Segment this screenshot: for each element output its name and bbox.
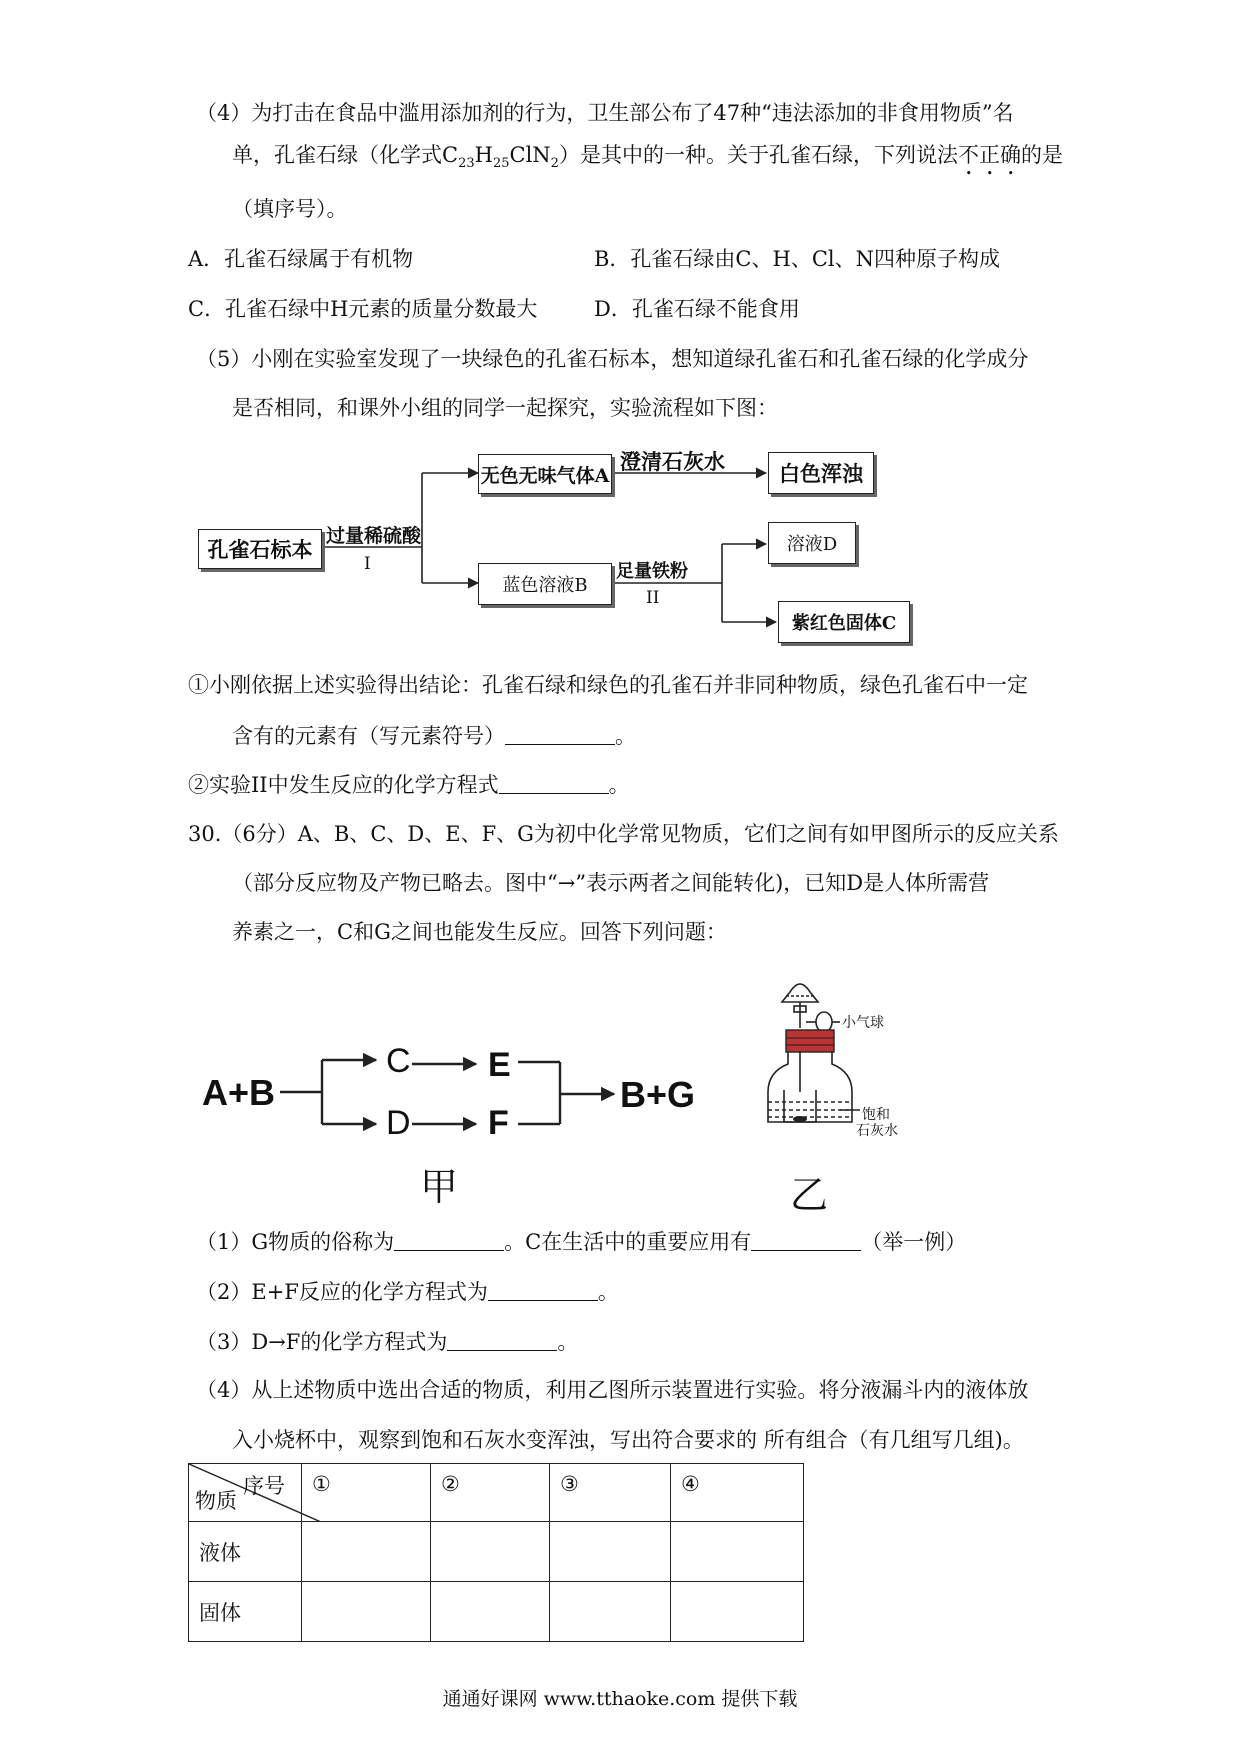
- formula-sub-n: 2: [550, 156, 559, 172]
- table-cell-solid-1[interactable]: [302, 1582, 431, 1642]
- flow-label-step1: I: [364, 554, 371, 574]
- table-cell-liquid-1[interactable]: [302, 1522, 431, 1582]
- table-cell-liquid-2[interactable]: [431, 1522, 550, 1582]
- table-corner-top: 序号: [243, 1474, 285, 1498]
- table-cell-liquid-4[interactable]: [671, 1522, 804, 1582]
- q30-sub2-period: 。: [597, 1280, 619, 1304]
- label-limewater-2: 石灰水: [856, 1123, 898, 1139]
- table-corner-bottom: 物质: [195, 1489, 237, 1513]
- answer-table: [188, 1463, 804, 1642]
- q5-line2: 是否相同，和课外小组的同学一起探究，实验流程如下图：: [232, 396, 778, 420]
- q30-sub3: [196, 1329, 578, 1355]
- diagram-node-e: E: [488, 1046, 511, 1084]
- diagram-label-jia: 甲: [420, 1165, 459, 1209]
- formula-h: H: [474, 143, 493, 167]
- q30-sub1-b: 。C在生活中的重要应用有: [504, 1230, 752, 1254]
- q4-line2-post: ）是其中的一种。关于孔雀石绿，下列说法: [558, 143, 958, 167]
- q30-sub4-line1: （4）从上述物质中选出合适的物质，利用乙图所示装置进行实验。将分液漏斗内的液体放: [196, 1378, 1029, 1402]
- flow-label-limewater: 澄清石灰水: [620, 449, 725, 474]
- table-corner: [189, 1464, 302, 1522]
- diagram-node-bg: B+G: [620, 1074, 696, 1115]
- table-header-2: ②: [431, 1464, 550, 1522]
- flow-box-gas-a: 无色无味气体A: [478, 454, 612, 494]
- q5-sub2-period: 。: [608, 773, 630, 797]
- flow-label-step2: II: [646, 588, 660, 608]
- diagram-node-c: C: [386, 1042, 411, 1080]
- q5-sub1-text: 含有的元素有（写元素符号）: [232, 724, 505, 748]
- apparatus-yi: [760, 972, 920, 1142]
- q30-sub2-text: （2）E+F反应的化学方程式为: [196, 1280, 488, 1304]
- q4-option-c: C．孔雀石绿中H元素的质量分数最大: [188, 297, 538, 321]
- q30-sub1-c: （举一例）: [861, 1230, 967, 1254]
- q30-sub2: [196, 1279, 619, 1305]
- q5-sub2-text: ②实验II中发生反应的化学方程式: [188, 773, 499, 797]
- answer-blank-c-use[interactable]: [751, 1229, 861, 1251]
- table-cell-solid-2[interactable]: [431, 1582, 550, 1642]
- diagram-node-f: F: [488, 1104, 509, 1142]
- q4-option-b: B．孔雀石绿由C、H、Cl、N四种原子构成: [594, 247, 1000, 271]
- answer-blank-ef-equation[interactable]: [488, 1279, 598, 1301]
- q4-option-d: D．孔雀石绿不能食用: [594, 297, 800, 321]
- q30-line3: 养素之一，C和G之间也能发生反应。回答下列问题：: [232, 920, 727, 944]
- answer-blank-g-name[interactable]: [394, 1229, 504, 1251]
- table-header-3: ③: [550, 1464, 671, 1522]
- page-footer: 通通好课网 www.tthaoke.com 提供下载: [442, 1688, 798, 1710]
- q4-line3: （填序号）。: [232, 197, 348, 221]
- table-cell-solid-4[interactable]: [671, 1582, 804, 1642]
- q4-line2-end: 的是: [1020, 143, 1063, 167]
- table-header-4: ④: [671, 1464, 804, 1522]
- q30-sub1-a: （1）G物质的俗称为: [196, 1230, 395, 1254]
- flow-box-sample: 孔雀石标本: [198, 529, 322, 569]
- diagram-node-ab: A+B: [202, 1072, 276, 1113]
- q4-option-a: A．孔雀石绿属于有机物: [188, 247, 414, 271]
- q5-line1: （5）小刚在实验室发现了一块绿色的孔雀石标本，想知道绿孔雀石和孔雀石绿的化学成分: [196, 347, 1029, 371]
- flow-box-solution-d: 溶液D: [768, 522, 856, 564]
- formula-sub-h: 25: [492, 156, 510, 172]
- label-balloon: 小气球: [842, 1015, 884, 1031]
- q30-line1: 30.（6分）A、B、C、D、E、F、G为初中化学常见物质，它们之间有如甲图所示的反应关系: [188, 822, 1059, 846]
- q30-sub3-text: （3）D→F的化学方程式为: [196, 1330, 448, 1354]
- table-cell-solid-3[interactable]: [550, 1582, 671, 1642]
- q30-line2: （部分反应物及产物已略去。图中“→”表示两者之间能转化)，已知D是人体所需营: [232, 871, 990, 895]
- label-limewater-1: 饱和: [862, 1107, 890, 1123]
- diagram-node-d: D: [386, 1104, 411, 1142]
- q4-emphasis: 不正确: [957, 143, 1021, 167]
- q5-sub1-period: 。: [615, 724, 636, 748]
- answer-blank-df-equation[interactable]: [447, 1329, 557, 1351]
- formula-sub-c: 23: [458, 156, 475, 172]
- q30-sub3-period: 。: [557, 1330, 579, 1354]
- q30-sub1: [196, 1229, 966, 1255]
- table-header-1: ①: [302, 1464, 431, 1522]
- flow-box-solid-c: 紫红色固体C: [778, 601, 910, 643]
- q5-sub1-line1: ①小刚依据上述实验得出结论：孔雀石绿和绿色的孔雀石并非同种物质，绿色孔雀石中一定: [188, 673, 1028, 697]
- formula-cln: ClN: [509, 143, 551, 167]
- table-row-solid-label: 固体: [189, 1582, 302, 1642]
- q4-line1: （4）为打击在食品中滥用添加剂的行为，卫生部公布了47种“违法添加的非食用物质”名: [196, 101, 1014, 125]
- q4-line2-pre: 单，孔雀石绿（化学式C: [232, 143, 459, 167]
- table-row-liquid-label: 液体: [189, 1522, 302, 1582]
- diagram-label-yi: 乙: [790, 1173, 829, 1217]
- q30-sub4-line2: 入小烧杯中，观察到饱和石灰水变浑浊，写出符合要求的 所有组合（有几组写几组)。: [232, 1428, 1024, 1452]
- table-cell-liquid-3[interactable]: [550, 1522, 671, 1582]
- flow-box-solution-b: 蓝色溶液B: [478, 563, 612, 605]
- flow-box-turbid: 白色浑浊: [768, 452, 874, 494]
- flow-label-iron: 足量铁粉: [616, 561, 688, 582]
- flow-label-acid: 过量稀硫酸: [326, 525, 422, 547]
